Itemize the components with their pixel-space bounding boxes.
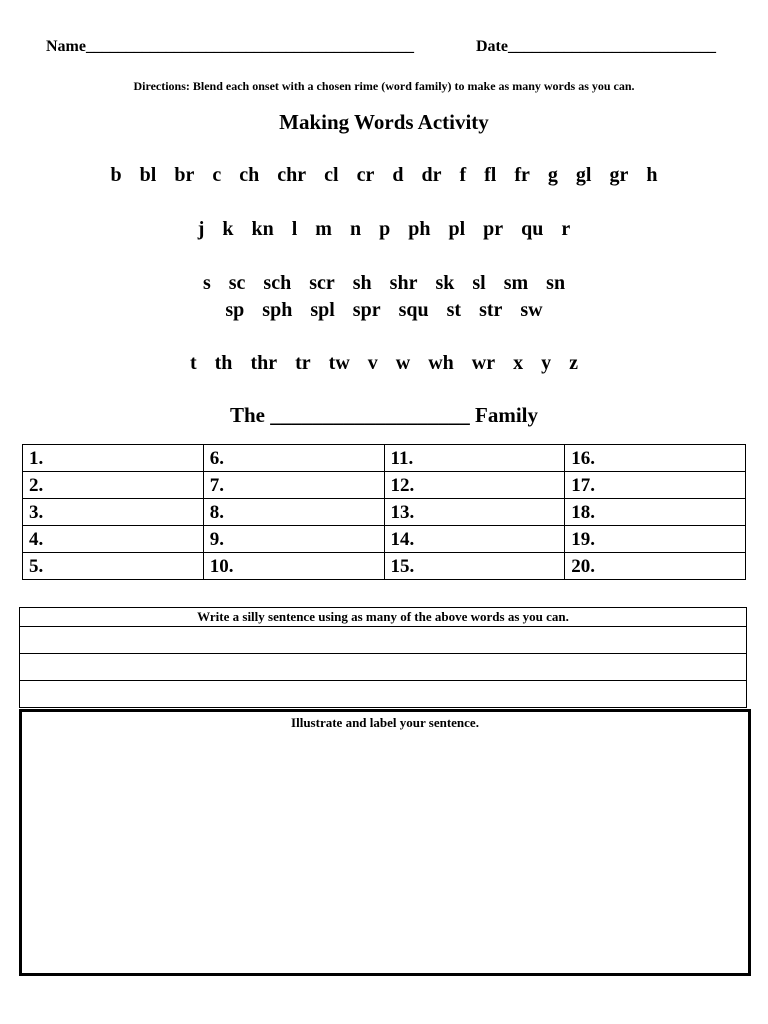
onset-item: tw — [328, 352, 350, 374]
word-cell[interactable]: 20. — [565, 553, 746, 580]
word-cell[interactable]: 2. — [23, 472, 204, 499]
onset-item: dr — [421, 164, 442, 186]
table-row — [23, 526, 746, 553]
word-cell[interactable]: 13. — [384, 499, 565, 526]
onset-item: tr — [295, 352, 311, 374]
onset-item: x — [513, 352, 524, 374]
onset-item: sk — [435, 272, 455, 294]
onset-row-4 — [0, 299, 768, 322]
word-cell[interactable]: 14. — [384, 526, 565, 553]
word-cell[interactable]: 6. — [203, 445, 384, 472]
word-cell[interactable]: 18. — [565, 499, 746, 526]
onset-row-5 — [0, 352, 768, 375]
onset-item: g — [547, 164, 558, 186]
onset-item: kn — [251, 218, 274, 240]
onset-item: w — [395, 352, 411, 374]
word-cell[interactable]: 5. — [23, 553, 204, 580]
onset-item: b — [110, 164, 122, 186]
table-row — [23, 553, 746, 580]
onset-item: k — [222, 218, 234, 240]
word-cell[interactable]: 15. — [384, 553, 565, 580]
date-field-label[interactable]: Date__________________________ — [476, 38, 716, 55]
onset-item: sph — [262, 299, 293, 321]
onset-item: squ — [398, 299, 429, 321]
onset-item: t — [189, 352, 197, 374]
onset-item: gr — [609, 164, 629, 186]
onset-item: m — [315, 218, 332, 240]
onset-item: cl — [324, 164, 339, 186]
word-cell[interactable]: 8. — [203, 499, 384, 526]
onset-item: sm — [503, 272, 529, 294]
onset-item: ch — [239, 164, 260, 186]
word-cell[interactable]: 17. — [565, 472, 746, 499]
onset-item: ph — [408, 218, 431, 240]
onset-item: pl — [448, 218, 466, 240]
word-cell[interactable]: 16. — [565, 445, 746, 472]
onset-item: sl — [472, 272, 486, 294]
onset-item: qu — [521, 218, 544, 240]
word-cell[interactable]: 11. — [384, 445, 565, 472]
sentence-writing-line[interactable] — [19, 681, 747, 708]
onset-item: sch — [263, 272, 292, 294]
word-cell[interactable]: 7. — [203, 472, 384, 499]
onset-item: fl — [484, 164, 497, 186]
name-field-label[interactable]: Name_________________________________________ — [46, 38, 414, 55]
onset-row-2 — [0, 218, 768, 241]
word-cell[interactable]: 3. — [23, 499, 204, 526]
onset-item: thr — [250, 352, 278, 374]
onset-item: c — [212, 164, 222, 186]
onset-item: fr — [514, 164, 530, 186]
silly-sentence-section — [19, 607, 747, 708]
onset-item: s — [202, 272, 211, 294]
onset-item: br — [174, 164, 195, 186]
word-cell[interactable]: 4. — [23, 526, 204, 553]
onset-item: st — [446, 299, 462, 321]
page-title: Making Words Activity — [279, 110, 489, 134]
onset-item: h — [646, 164, 658, 186]
sentence-writing-line[interactable] — [19, 654, 747, 681]
word-family-line[interactable]: The ___________________ Family — [230, 403, 538, 427]
illustration-box[interactable] — [19, 709, 751, 976]
illustration-prompt: Illustrate and label your sentence. — [291, 715, 479, 730]
onset-item: cr — [356, 164, 375, 186]
onset-item: v — [367, 352, 378, 374]
onset-item: d — [392, 164, 404, 186]
word-cell[interactable]: 12. — [384, 472, 565, 499]
onset-item: sh — [352, 272, 372, 294]
onset-item: th — [214, 352, 233, 374]
silly-sentence-prompt: Write a silly sentence using as many of the above words as you can. — [19, 607, 747, 627]
onset-item: z — [569, 352, 579, 374]
onset-row-1 — [0, 164, 768, 187]
onset-item: y — [541, 352, 552, 374]
onset-item: pr — [483, 218, 504, 240]
onset-item: bl — [139, 164, 157, 186]
table-row — [23, 472, 746, 499]
onset-item: sn — [546, 272, 566, 294]
onset-item: spl — [310, 299, 335, 321]
sentence-writing-line[interactable] — [19, 627, 747, 654]
table-row — [23, 499, 746, 526]
word-cell[interactable]: 9. — [203, 526, 384, 553]
onset-item: sw — [520, 299, 543, 321]
onset-item: str — [479, 299, 503, 321]
word-cell[interactable]: 10. — [203, 553, 384, 580]
word-list-table — [22, 444, 746, 580]
onset-item: chr — [277, 164, 307, 186]
onset-item: f — [459, 164, 467, 186]
onset-item: wh — [428, 352, 454, 374]
onset-item: shr — [389, 272, 418, 294]
onset-item: n — [349, 218, 362, 240]
onset-item: gl — [575, 164, 592, 186]
directions-text: Directions: Blend each onset with a chosen rime (word family) to make as many words as you can. — [133, 79, 635, 93]
onset-row-3 — [0, 272, 768, 295]
onset-item: j — [197, 218, 205, 240]
word-cell[interactable]: 1. — [23, 445, 204, 472]
onset-item: spr — [352, 299, 381, 321]
onset-item: scr — [309, 272, 335, 294]
onset-item: sp — [225, 299, 245, 321]
onset-item: l — [291, 218, 298, 240]
onset-item: r — [561, 218, 571, 240]
word-cell[interactable]: 19. — [565, 526, 746, 553]
onset-item: p — [379, 218, 391, 240]
onset-item: wr — [471, 352, 496, 374]
table-row — [23, 445, 746, 472]
onset-item: sc — [228, 272, 246, 294]
